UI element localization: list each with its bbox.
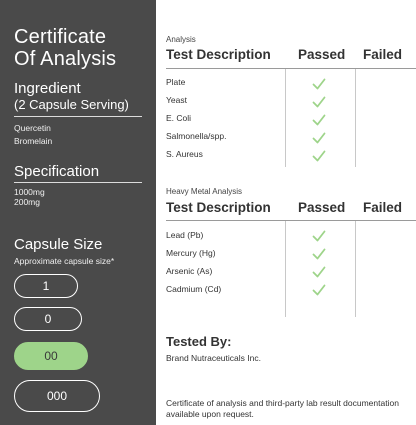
capsule-size-000-button[interactable]: 000 [14,380,100,412]
specification-item: 200mg [14,197,40,207]
table-row: Arsenic (As) [166,266,213,276]
ingredient-heading: Ingredient [14,80,81,97]
check-icon [312,96,326,108]
table-row: Yeast [166,95,187,105]
title-line-1: Certificate [14,26,107,48]
check-icon [312,132,326,144]
capsule-size-0-button[interactable]: 0 [14,307,82,331]
tested-by-name: Brand Nutraceuticals Inc. [166,353,261,363]
specification-divider [14,182,142,183]
table-row: Lead (Pb) [166,230,204,240]
table-row: Mercury (Hg) [166,248,216,258]
table-row: S. Aureus [166,149,203,159]
analysis-col-failed: Failed [363,47,403,62]
specification-heading: Specification [14,163,100,180]
heavy-metal-divider-right [355,221,356,317]
check-icon [312,230,326,242]
check-icon [312,284,326,296]
heavy-metal-col-passed: Passed [298,200,346,215]
heavy-metal-caption: Heavy Metal Analysis [166,187,243,196]
heavy-metal-col-test-description: Test Description [166,200,271,215]
specification-item: 1000mg [14,187,45,197]
analysis-caption: Analysis [166,35,196,44]
table-row: Salmonella/spp. [166,131,227,141]
capsule-size-00-button[interactable]: 00 [14,342,88,370]
title-line-2: Of Analysis [14,48,117,70]
serving-label: (2 Capsule Serving) [14,97,129,112]
analysis-header-rule [166,68,416,69]
capsule-size-1-button[interactable]: 1 [14,274,78,298]
results-panel [156,0,416,425]
table-row: Plate [166,77,186,87]
table-row: E. Coli [166,113,192,123]
certificate-title [14,26,116,70]
analysis-col-test-description: Test Description [166,47,271,62]
check-icon [312,150,326,162]
table-row: Cadmium (Cd) [166,284,222,294]
ingredient-item: Quercetin [14,123,51,133]
documentation-footnote: Certificate of analysis and third-party lab result documentation available upon request. [166,398,399,419]
ingredient-divider [14,116,142,117]
analysis-col-passed: Passed [298,47,346,62]
heavy-metal-header-rule [166,220,416,221]
check-icon [312,248,326,260]
tested-by-heading: Tested By: [166,334,232,349]
sidebar-panel [0,0,156,425]
check-icon [312,266,326,278]
capsule-size-note: Approximate capsule size* [14,256,115,266]
check-icon [312,114,326,126]
check-icon [312,78,326,90]
analysis-divider-right [355,69,356,167]
ingredient-item: Bromelain [14,136,53,146]
heavy-metal-divider-left [285,221,286,317]
analysis-divider-left [285,69,286,167]
heavy-metal-col-failed: Failed [363,200,403,215]
capsule-size-heading: Capsule Size [14,236,103,253]
